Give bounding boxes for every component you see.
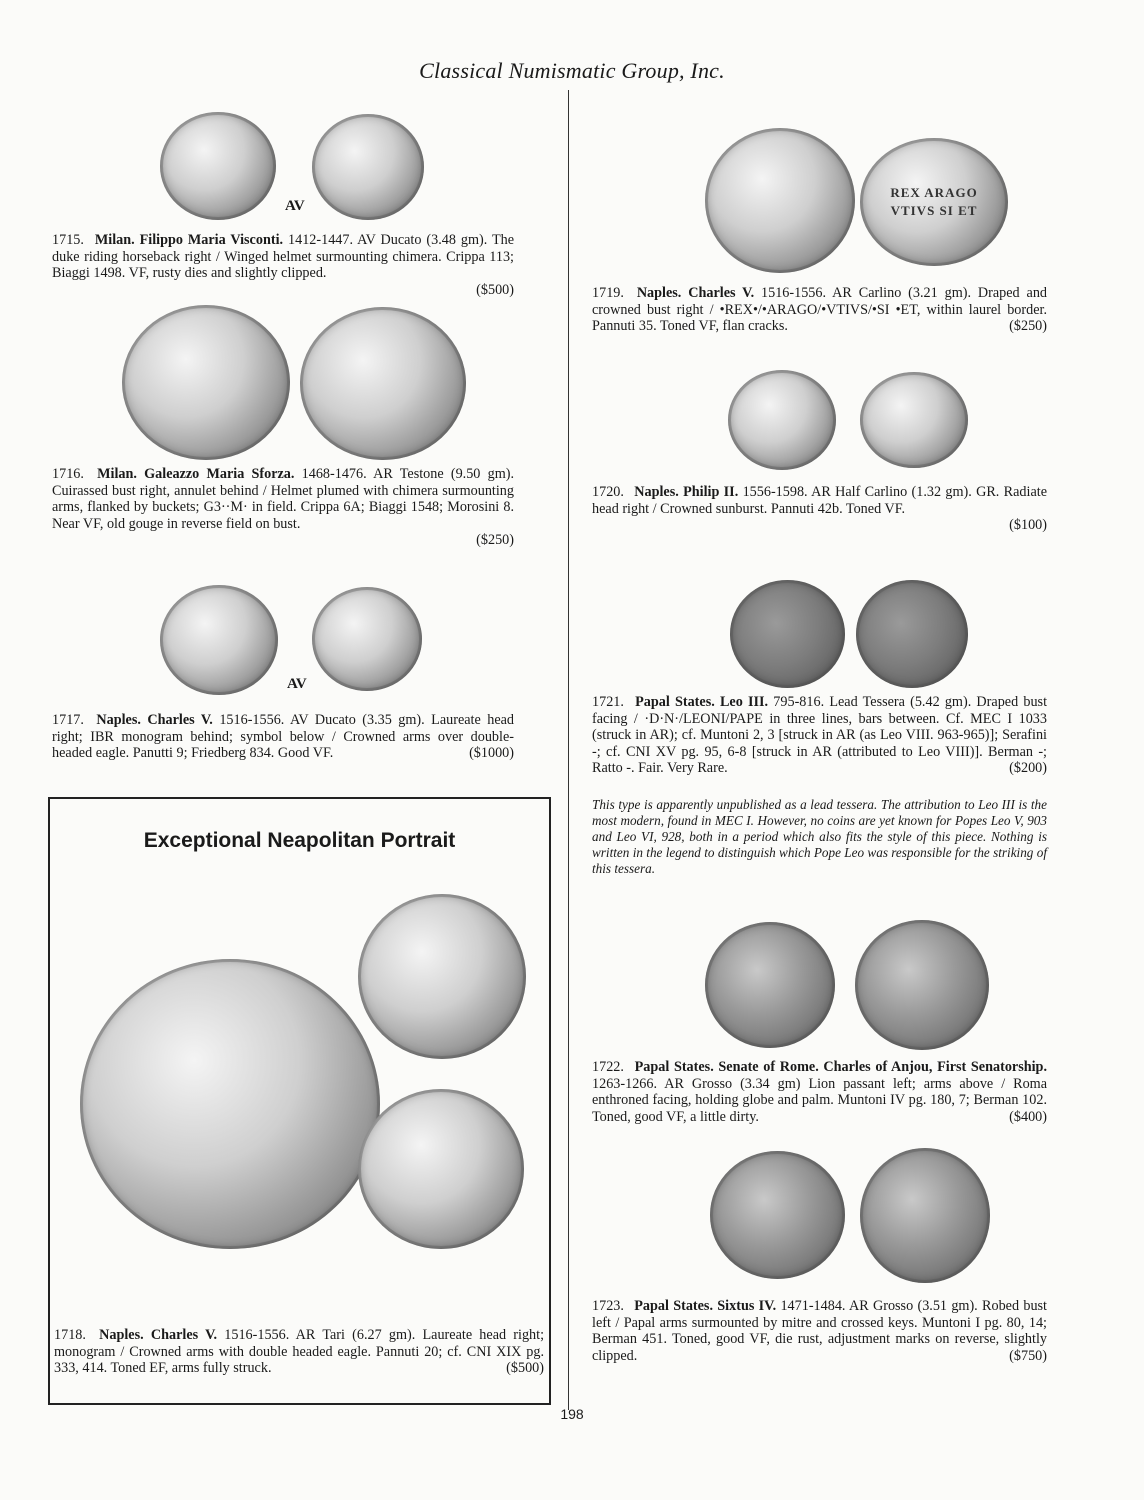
lot-number: 1721. [592,694,624,710]
lot-estimate: ($500) [506,1360,544,1377]
lot-description: 1516-1556. AR Tari (6.27 gm). Laureate head right; monogram / Crowned arms with double headed eagle. Pannuti 20; cf. CNI XIX pg. 333, 414. Toned EF, arms fully struck. [54,1327,545,1377]
lot-estimate: ($750) [1009,1347,1047,1364]
coin-obverse [730,580,845,688]
lot-description: 795-816. Lead Tessera (5.42 gm). Draped bust facing / ·D·N·/LEONI/PAPE in three lines, bars between. Cf. MEC I 1033 (struck in AR); cf. Muntoni 2, 3 [struck in AR (as Leo VIII. 963-965)]; Serafini -; cf. CNI XV pg. 95, 6-8 [struck in AR (attributed to Leo VIII)]. Berman -; Ratto -. Fair. Very Rare. [592,694,1048,777]
lot-description: 1516-1556. AR Carlino (3.21 gm). Draped and crowned bust right / •REX•/•ARAGO/•VTIVS/•SI •ET, within laurel border. Pannuti 35. Toned VF, flan cracks. [592,285,1048,335]
coin-reverse [860,138,1008,266]
lot-number: 1722. [592,1059,624,1075]
lot-1719 [592,285,1047,335]
coin-images-1717 [160,585,460,695]
coin-obverse [122,305,290,460]
column-divider [568,90,569,1410]
lot-description: 1516-1556. AV Ducato (3.35 gm). Laureate head right; IBR monogram behind; symbol below / Crowned arms over double-headed eagle. Panutti 9; Friedberg 834. Good VF. [52,712,515,762]
lot-description: 1412-1447. AV Ducato (3.48 gm). The duke riding horseback right / Winged helmet surmounting chimera. Crippa 113; Biaggi 1498. VF, rusty dies and slightly clipped. [52,232,515,282]
lot-title: Naples. Charles V. [636,285,755,301]
lot-title: Papal States. Leo III. [635,694,769,710]
lot-1720 [592,484,1047,534]
lot-1717 [52,712,514,762]
lot-estimate: ($200) [1009,760,1047,777]
lot-title: Milan. Galeazzo Maria Sforza. [97,466,295,482]
coin-images-1715 [160,112,440,222]
coin-obverse [705,922,835,1048]
feature-title: Exceptional Neapolitan Portrait [143,829,456,852]
lot-number: 1723. [592,1298,624,1314]
lot-title: Naples. Philip II. [634,484,739,500]
coin-images-1719 [705,128,1015,273]
coin-images-1723 [710,1148,1000,1283]
lot-description: 1471-1484. AR Grosso (3.51 gm). Robed bust left / Papal arms surmounted by mitre and crossed keys. Muntoni I pg. 80, 14; Berman 451. Toned, good VF, die rust, adjustment marks on reverse, slightly clipped. [592,1298,1048,1364]
page-header: Classical Numismatic Group, Inc. [419,58,725,83]
coin-obverse-enlarged [80,959,380,1249]
lot-estimate: ($500) [476,281,514,298]
coin-reverse [312,587,422,691]
lot-estimate: ($400) [1009,1108,1047,1125]
coin-obverse [160,585,278,695]
page-number: 198 [560,1406,584,1422]
lot-number: 1717. [52,712,84,728]
coin-reverse [300,307,466,460]
coin-obverse [728,370,836,470]
lot-title: Naples. Charles V. [96,712,213,728]
coin-reverse [860,1148,990,1283]
coin-obverse [705,128,855,273]
lot-1722 [592,1059,1047,1125]
lot-estimate: ($250) [476,532,514,549]
lot-1723 [592,1298,1047,1364]
lot-description: 1556-1598. AR Half Carlino (1.32 gm). GR. Radiate head right / Crowned sunburst. Pannuti 42b. Toned VF. [592,484,1047,517]
metal-mark: AV [285,198,305,214]
lot-note-1721: This type is apparently unpublished as a lead tessera. The attribution to Leo III is the most modern, found in MEC I. However, no coins are yet known for Popes Leo V, 903 and Leo VI, 928, both in a period which also fits the style of this piece. Nothing is written in the legend to distinguish which Pope Leo was responsible for the striking of this tessera. [592,797,1047,876]
lot-description: 1263-1266. AR Grosso (3.34 gm) Lion passant left; arms above / Roma enthroned facing, holding globe and palm. Muntoni IV pg. 180, 7; Berman 102. Toned, good VF, a little dirty. [592,1075,1047,1125]
metal-mark: AV [287,676,307,692]
lot-number: 1719. [592,285,624,301]
coin-reverse [358,1089,524,1249]
lot-number: 1718. [54,1327,86,1343]
coin-obverse [710,1151,845,1279]
lot-estimate: ($250) [1009,318,1047,335]
coin-obverse [358,894,526,1059]
lot-number: 1715. [52,232,84,248]
lot-estimate: ($1000) [469,745,514,762]
coin-legend: REX ARAGO VTIVS SI ET [890,185,978,219]
coin-reverse [855,920,989,1050]
coin-reverse [860,372,968,468]
lot-description: 1468-1476. AR Testone (9.50 gm). Cuirassed bust right, annulet behind / Helmet plumed with chimera surmounting arms, flanked by buckets; G3··M· in field. Crippa 6A; Biaggi 1548; Morosini 8. Near VF, old gouge in reverse field on bust. [52,466,514,532]
coin-images-1722 [705,920,995,1050]
lot-1718 [54,1327,544,1377]
lot-estimate: ($100) [1009,517,1047,534]
coin-images-1721 [730,580,980,690]
lot-title: Papal States. Sixtus IV. [634,1298,777,1314]
lot-title: Naples. Charles V. [99,1327,218,1343]
coin-obverse [160,112,276,220]
coin-reverse [856,580,968,688]
lot-1716 [52,466,514,549]
lot-1715 [52,232,514,298]
feature-box [48,797,551,1405]
lot-number: 1720. [592,484,624,500]
lot-title: Papal States. Senate of Rome. Charles of Anjou, First Senatorship. [634,1059,1047,1075]
lot-number: 1716. [52,466,84,482]
lot-1721 [592,694,1047,777]
coin-reverse [312,114,424,220]
lot-title: Milan. Filippo Maria Visconti. [94,232,284,248]
coin-images-1720 [728,370,978,470]
coin-images-1716 [122,305,482,465]
